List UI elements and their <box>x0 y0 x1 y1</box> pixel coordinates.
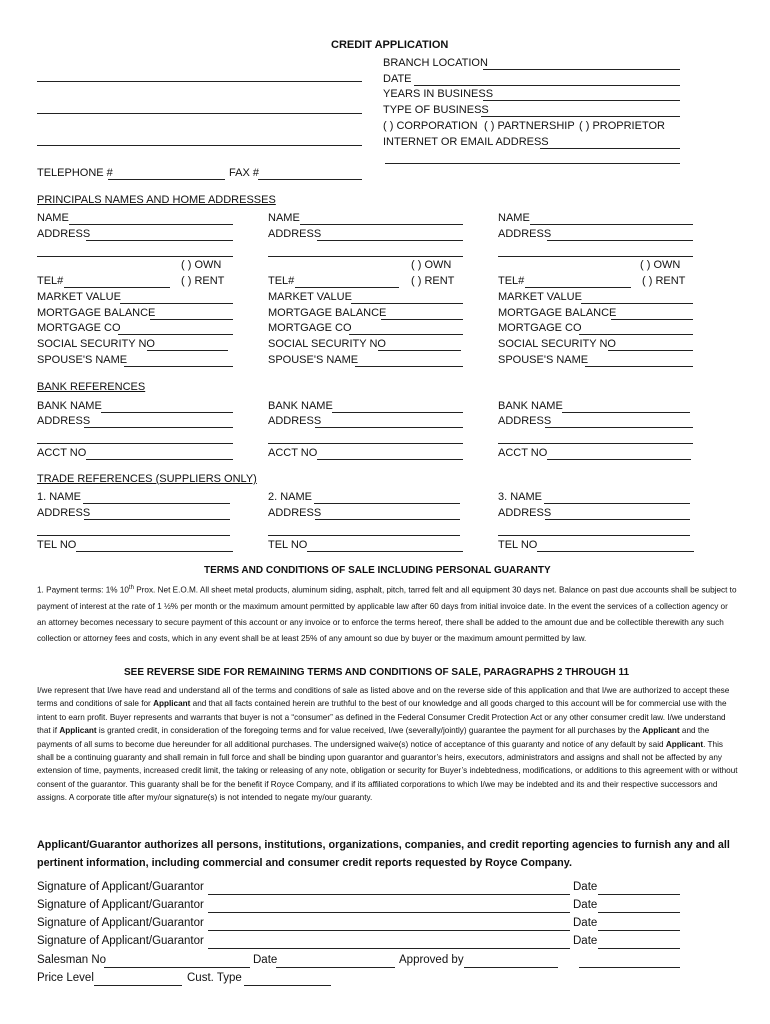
salesman-date-field[interactable] <box>276 967 395 968</box>
trade-2-name-label: 2. NAME <box>268 491 313 503</box>
guaranty-s4: and the payments of all sums to become due hereunder for all additional purchases. The undersigned waive(s) notice of acceptance of this guaranty and notice of any default by said <box>37 726 710 749</box>
signature-1-label: Signature of Applicant/Guarantor <box>37 881 204 893</box>
bank-references-heading: BANK REFERENCES <box>37 381 146 393</box>
guaranty-applicant-4: Applicant <box>665 739 704 749</box>
principal-3-tel-field[interactable] <box>525 287 631 288</box>
signature-4-date-label: Date <box>573 935 598 947</box>
terms-p1b: Prox. Net E.O.M. All sheet metal products, aluminum siding, asphalt, pitch, tarred felt and all equipment 30 days net. Balance on past due accounts shall be subject to payment of interest at the rate of 1 ½% per month or the maximum amount permitted by applicable law after 60 days from initial invoice date. In the event the services of a collection agency or an attorney becomes necessary to secure payment of this account or any invoice or to enforce the terms hereof, there shall be added to the amount due and be collectible therewith any such collection or attorney fees and costs, which in any event shall be at least 25% of any amount so due by buyer or the maximum amount permitted by law. <box>37 585 737 643</box>
principal-3-address-label: ADDRESS <box>498 228 552 240</box>
bank-1-name-label: BANK NAME <box>37 400 102 412</box>
trade-references-heading: TRADE REFERENCES (SUPPLIERS ONLY) <box>37 473 257 485</box>
date-label: DATE <box>383 73 412 85</box>
signature-2-label: Signature of Applicant/Guarantor <box>37 899 204 911</box>
principal-2-mortgage-balance-field[interactable] <box>381 319 463 320</box>
principal-2-address-field-2[interactable] <box>268 256 463 257</box>
principal-2-address-label: ADDRESS <box>268 228 322 240</box>
principal-1-rent-checkbox[interactable]: ( ) RENT <box>181 275 225 287</box>
principal-3-tel-label: TEL# <box>498 275 525 287</box>
signature-3-field[interactable] <box>208 930 570 931</box>
principal-2-ssn-label: SOCIAL SECURITY NO <box>268 338 386 350</box>
bank-3-address-label: ADDRESS <box>498 415 552 427</box>
bank-1-name-field[interactable] <box>101 412 233 413</box>
bank-3-acct-field[interactable] <box>547 459 691 460</box>
principal-3-address-field-2[interactable] <box>498 256 693 257</box>
years-in-business-field[interactable] <box>483 100 680 101</box>
guaranty-s3: is granted credit, in consideration of the foregoing terms and for value received, I/we (severally/jointly) guarantee the payment for all purchases by the <box>96 726 643 736</box>
trade-2-address-field-2[interactable] <box>268 535 460 536</box>
internet-email-field[interactable] <box>540 148 680 149</box>
trade-3-tel-field[interactable] <box>537 551 694 552</box>
signature-4-field[interactable] <box>208 948 570 949</box>
bank-2-address-label: ADDRESS <box>268 415 322 427</box>
trade-1-address-label: ADDRESS <box>37 507 91 519</box>
principal-2-name-label: NAME <box>268 212 300 224</box>
principal-3-mortgage-co-field[interactable] <box>579 334 693 335</box>
trade-3-name-field[interactable] <box>544 503 690 504</box>
principal-2-ssn-field[interactable] <box>378 350 461 351</box>
principal-3-own-checkbox[interactable]: ( ) OWN <box>640 259 681 271</box>
principal-2-rent-checkbox[interactable]: ( ) RENT <box>411 275 455 287</box>
principal-2-mortgage-balance-label: MORTGAGE BALANCE <box>268 307 387 319</box>
principal-1-address-label: ADDRESS <box>37 228 91 240</box>
principal-2-mortgage-co-field[interactable] <box>349 334 463 335</box>
principal-1-name-label: NAME <box>37 212 69 224</box>
signature-1-field[interactable] <box>208 894 570 895</box>
principals-heading: PRINCIPALS NAMES AND HOME ADDRESSES <box>37 194 276 206</box>
principal-2-own-checkbox[interactable]: ( ) OWN <box>411 259 452 271</box>
type-of-business-label: TYPE OF BUSINESS <box>383 104 489 116</box>
trade-1-tel-field[interactable] <box>76 551 233 552</box>
trade-2-tel-field[interactable] <box>307 551 463 552</box>
principal-1-spouse-label: SPOUSE'S NAME <box>37 354 128 366</box>
principal-3-spouse-label: SPOUSE'S NAME <box>498 354 589 366</box>
telephone-field[interactable] <box>108 179 225 180</box>
page-title: CREDIT APPLICATION <box>331 39 449 51</box>
trade-3-address-field-2[interactable] <box>498 535 690 536</box>
guaranty-s5: . This shall be a continuing guaranty and shall remain in full force and shall be binding upon guarantor and guarantor’s heirs, executors, administrators and assigns and shall not be affected by any extension of time, payments, increased credit limit, the taking or releasing of any note, obligation or security for Buyer’s indebtedness, modifications, or additions to this agreement with or without consent of the guarantor. This guaranty shall be for the benefit if Royce Company, and if its affiliated corporations to which I/we may be indebted and its and their respective successors and assigns. A corporate title after my/our signature(s) is not intended to negate my/our guaranty. <box>37 739 738 803</box>
bank-2-name-label: BANK NAME <box>268 400 333 412</box>
principal-1-market-value-label: MARKET VALUE <box>37 291 121 303</box>
principal-3-name-field[interactable] <box>530 224 693 225</box>
principal-1-ssn-label: SOCIAL SECURITY NO <box>37 338 155 350</box>
corporation-checkbox[interactable]: ( ) CORPORATION <box>383 120 478 132</box>
trade-1-address-field[interactable] <box>84 519 230 520</box>
principal-3-ssn-label: SOCIAL SECURITY NO <box>498 338 616 350</box>
salesman-label: Salesman No <box>37 954 107 966</box>
trade-3-address-label: ADDRESS <box>498 507 552 519</box>
trade-2-address-label: ADDRESS <box>268 507 322 519</box>
trade-2-tel-label: TEL NO <box>268 539 308 551</box>
principal-1-address-field[interactable] <box>86 240 233 241</box>
signature-1-date-label: Date <box>573 881 598 893</box>
principal-2-mortgage-co-label: MORTGAGE CO <box>268 322 352 334</box>
internet-email-field-2[interactable] <box>385 163 680 164</box>
guaranty-s2: and that all facts contained herein are truthful to the best of our knowledge and all goods charged to this account will be for commercial use with the intent to earn profit. Buyer represents and warrants that buyer is not a “consumer” as defined in the Federal Consumer Credit Protection Act or any other consumer credit law. I/we understand that if <box>37 699 727 736</box>
principal-1-tel-label: TEL# <box>37 275 64 287</box>
business-city-line[interactable] <box>37 145 362 146</box>
type-of-business-field[interactable] <box>481 116 680 117</box>
signature-2-date-field[interactable] <box>598 912 680 913</box>
principal-1-tel-field[interactable] <box>64 287 170 288</box>
principal-3-ssn-field[interactable] <box>608 350 693 351</box>
telephone-label: TELEPHONE # <box>37 167 113 179</box>
bank-1-acct-field[interactable] <box>86 459 233 460</box>
principal-3-spouse-field[interactable] <box>585 366 693 367</box>
bank-3-name-label: BANK NAME <box>498 400 563 412</box>
business-address-line[interactable] <box>37 113 362 114</box>
bank-3-name-field[interactable] <box>562 412 690 413</box>
terms-heading: TERMS AND CONDITIONS OF SALE INCLUDING PERSONAL GUARANTY <box>204 565 551 576</box>
principal-2-name-field[interactable] <box>300 224 463 225</box>
fax-label: FAX # <box>229 167 259 179</box>
branch-location-label: BRANCH LOCATION <box>383 57 488 69</box>
guaranty-paragraph <box>37 684 739 805</box>
principal-3-market-value-label: MARKET VALUE <box>498 291 582 303</box>
principal-3-rent-checkbox[interactable]: ( ) RENT <box>642 275 686 287</box>
signature-3-label: Signature of Applicant/Guarantor <box>37 917 204 929</box>
principal-1-mortgage-balance-label: MORTGAGE BALANCE <box>37 307 156 319</box>
internet-email-label: INTERNET OR EMAIL ADDRESS <box>383 136 549 148</box>
principal-3-mortgage-balance-field[interactable] <box>611 319 693 320</box>
approved-by-field[interactable] <box>464 967 558 968</box>
proprietor-checkbox[interactable]: ( ) PROPRIETOR <box>579 120 665 132</box>
guaranty-applicant-2: Applicant <box>59 726 97 736</box>
principal-2-spouse-field[interactable] <box>355 366 463 367</box>
salesman-field[interactable] <box>104 967 250 968</box>
principal-1-mortgage-balance-field[interactable] <box>150 319 233 320</box>
principal-2-market-value-field[interactable] <box>351 303 463 304</box>
branch-location-field[interactable] <box>483 69 680 70</box>
bank-2-acct-field[interactable] <box>317 459 463 460</box>
principal-2-tel-label: TEL# <box>268 275 295 287</box>
signature-3-date-field[interactable] <box>598 930 680 931</box>
principal-1-ssn-field[interactable] <box>147 350 228 351</box>
signature-1-date-field[interactable] <box>598 894 680 895</box>
principal-1-own-checkbox[interactable]: ( ) OWN <box>181 259 222 271</box>
principal-1-address-field-2[interactable] <box>37 256 233 257</box>
guaranty-s1: I/we represent that I/we have read and understand all of the terms and conditions of sale as listed above and on the reverse side of this application and that I/we are authorized to accept these terms and conditions of sale for <box>37 686 730 709</box>
trade-3-address-field[interactable] <box>545 519 690 520</box>
salesman-date-label: Date <box>253 954 278 966</box>
guaranty-applicant-3: Applicant <box>642 726 680 736</box>
trade-2-address-field[interactable] <box>315 519 460 520</box>
price-level-field[interactable] <box>94 985 182 986</box>
principal-1-mortgage-co-label: MORTGAGE CO <box>37 322 121 334</box>
trade-3-name-label: 3. NAME <box>498 491 543 503</box>
principal-3-address-field[interactable] <box>547 240 693 241</box>
signature-4-date-field[interactable] <box>598 948 680 949</box>
trade-3-tel-label: TEL NO <box>498 539 538 551</box>
principal-2-market-value-label: MARKET VALUE <box>268 291 352 303</box>
terms-p1a: 1. Payment terms: 1% 10 <box>37 585 129 595</box>
bank-2-address-field-2[interactable] <box>268 443 463 444</box>
principal-3-name-label: NAME <box>498 212 530 224</box>
trade-1-name-label: 1. NAME <box>37 491 82 503</box>
trade-2-name-field[interactable] <box>314 503 460 504</box>
price-level-label: Price Level <box>37 972 94 984</box>
bank-1-acct-label: ACCT NO <box>37 447 87 459</box>
years-in-business-label: YEARS IN BUSINESS <box>383 88 494 100</box>
trade-1-address-field-2[interactable] <box>37 535 230 536</box>
fax-field[interactable] <box>258 179 362 180</box>
bank-3-address-field[interactable] <box>545 427 693 428</box>
principal-3-market-value-field[interactable] <box>581 303 693 304</box>
signature-2-field[interactable] <box>208 912 570 913</box>
principal-3-mortgage-balance-label: MORTGAGE BALANCE <box>498 307 617 319</box>
partnership-checkbox[interactable]: ( ) PARTNERSHIP <box>484 120 575 132</box>
authorization-statement: Applicant/Guarantor authorizes all persons, institutions, organizations, companies, and credit reporting agencies to furnish any and all pertinent information, including commercial and consumer credit reports requested by Royce Company. <box>37 839 730 869</box>
bank-1-address-label: ADDRESS <box>37 415 91 427</box>
bank-3-acct-label: ACCT NO <box>498 447 548 459</box>
reverse-side-heading: SEE REVERSE SIDE FOR REMAINING TERMS AND CONDITIONS OF SALE, PARAGRAPHS 2 THROUGH 11 <box>124 667 630 678</box>
signature-2-date-label: Date <box>573 899 598 911</box>
bank-2-address-field[interactable] <box>315 427 463 428</box>
date-field[interactable] <box>414 85 680 86</box>
principal-1-market-value-field[interactable] <box>120 303 233 304</box>
business-name-line[interactable] <box>37 81 362 82</box>
guaranty-applicant-1: Applicant <box>153 699 191 709</box>
trade-1-name-field[interactable] <box>83 503 230 504</box>
bank-3-address-field-2[interactable] <box>498 443 693 444</box>
bank-2-acct-label: ACCT NO <box>268 447 318 459</box>
principal-2-spouse-label: SPOUSE'S NAME <box>268 354 359 366</box>
principal-3-mortgage-co-label: MORTGAGE CO <box>498 322 582 334</box>
terms-paragraph <box>37 580 737 647</box>
bank-1-address-field-2[interactable] <box>37 443 233 444</box>
bank-2-name-field[interactable] <box>332 412 463 413</box>
approved-by-label: Approved by <box>399 954 464 966</box>
trade-1-tel-label: TEL NO <box>37 539 77 551</box>
bank-1-address-field[interactable] <box>84 427 233 428</box>
cust-type-field[interactable] <box>244 985 331 986</box>
principal-2-address-field[interactable] <box>317 240 463 241</box>
signature-4-label: Signature of Applicant/Guarantor <box>37 935 204 947</box>
terms-p1-sup: th <box>128 585 134 591</box>
cust-type-label: Cust. Type <box>187 972 242 984</box>
principal-1-spouse-field[interactable] <box>124 366 233 367</box>
principal-2-tel-field[interactable] <box>295 287 399 288</box>
principal-1-name-field[interactable] <box>69 224 233 225</box>
signature-3-date-label: Date <box>573 917 598 929</box>
extra-field[interactable] <box>579 967 680 968</box>
principal-1-mortgage-co-field[interactable] <box>118 334 233 335</box>
